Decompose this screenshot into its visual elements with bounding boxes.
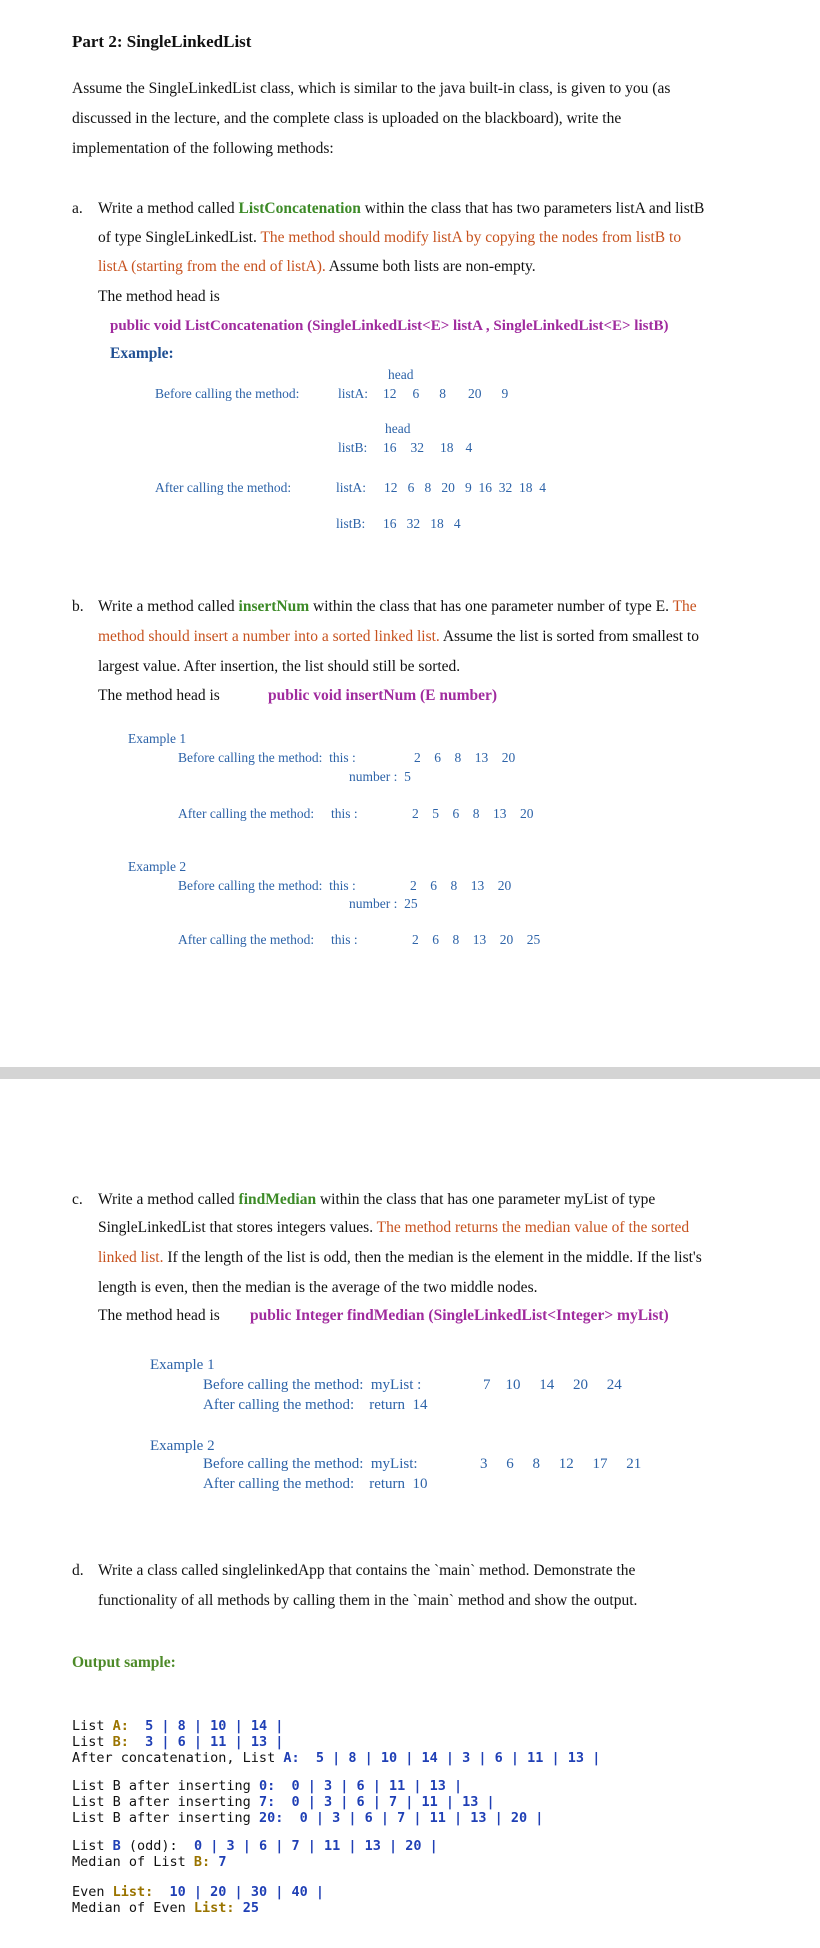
listb-after-values: 16 32 18 4	[383, 516, 461, 531]
page-separator	[0, 1067, 820, 1079]
section-c-text: If the length of the list is odd, then the median is the element in the middle. If the list's	[163, 1249, 702, 1266]
example-1-number: number : 5	[349, 769, 411, 784]
lista-values	[383, 386, 518, 402]
after-label: After calling the method:	[155, 480, 292, 495]
section-b-text: Write a method called	[98, 598, 239, 615]
signature-findmedian: public Integer findMedian (SingleLinkedList<Integer> myList)	[250, 1307, 669, 1324]
section-c-text: SingleLinkedList that stores integers values.	[98, 1219, 377, 1236]
node-value: 8	[439, 386, 446, 401]
output-key: B:	[193, 1854, 211, 1870]
method-name-findmedian: findMedian	[238, 1191, 317, 1208]
section-b-text: within the class that has one parameter number of type E.	[309, 598, 673, 615]
example-2-after-values: 2 6 8 13 20 25	[412, 932, 541, 947]
output-text: Median of Even	[72, 1900, 194, 1916]
section-c-line-1	[98, 1191, 655, 1209]
section-a-highlight: listA (starting from the end of listA).	[98, 258, 326, 275]
section-a-highlight: The method should modify listA by copying the nodes from listB to	[260, 229, 682, 246]
output-text: List B after inserting	[72, 1810, 259, 1826]
output-key: A:	[283, 1750, 300, 1766]
output-values: 25	[234, 1900, 259, 1916]
example-2-label: Example 2	[150, 1438, 215, 1454]
node-value: 4	[465, 440, 473, 455]
section-a-text: Assume both lists are non-empty.	[325, 258, 536, 275]
output-values: 3 | 6 | 11 | 13 |	[128, 1734, 284, 1750]
section-b-marker: b.	[72, 598, 84, 615]
node-value: 6	[412, 386, 420, 401]
output-line	[72, 1734, 283, 1750]
section-b-line-1	[98, 598, 697, 616]
head-pointer-label: head	[385, 421, 411, 436]
node-value: 16	[383, 440, 397, 455]
section-c-text: within the class that has one parameter myList of type	[316, 1191, 656, 1208]
section-a-text: Write a method called	[98, 200, 239, 217]
section-a-line-2	[98, 229, 681, 247]
output-line	[72, 1854, 226, 1870]
output-values: 0 | 3 | 6 | 11 | 13 |	[275, 1778, 463, 1794]
section-c-text: Write a method called	[98, 1191, 239, 1208]
section-d-line-1: Write a class called singlelinkedApp that contains the `main` method. Demonstrate the	[98, 1562, 636, 1579]
node-value: 12	[383, 386, 397, 401]
section-b-line-3: largest value. After insertion, the list should still be sorted.	[98, 658, 461, 675]
section-a-text: within the class that has two parameters listA and listB	[360, 200, 705, 217]
listb-values	[383, 440, 482, 456]
output-text: List B after inserting	[72, 1778, 259, 1794]
section-c-line-2	[98, 1219, 689, 1237]
output-key: 0:	[258, 1778, 276, 1794]
output-key: B:	[112, 1734, 129, 1750]
lista-after-values: 12 6 8 20 9 16 32 18 4	[384, 480, 546, 495]
example-1-label: Example 1	[150, 1357, 215, 1373]
example-1-before: Before calling the method: myList :	[203, 1377, 422, 1393]
output-key: B	[112, 1838, 121, 1854]
output-key: List:	[112, 1884, 154, 1900]
output-text: After concatenation, List	[72, 1750, 284, 1766]
section-b-head-label: The method head is	[98, 687, 220, 704]
output-key: 7:	[258, 1794, 276, 1810]
node-value: 18	[440, 440, 454, 455]
example-1-values: 7 10 14 20 24	[483, 1377, 622, 1393]
example-2-before-values: 2 6 8 13 20	[410, 878, 512, 893]
output-line	[72, 1718, 283, 1734]
output-line	[72, 1838, 438, 1854]
example-1-before-values: 2 6 8 13 20	[414, 750, 516, 765]
section-a-text: of type SingleLinkedList.	[98, 229, 261, 246]
output-sample-label: Output sample:	[72, 1654, 176, 1671]
output-line	[72, 1794, 495, 1810]
section-b-line-2	[98, 628, 699, 646]
example-1-after: After calling the method: return 14	[203, 1397, 428, 1413]
example-2-after: After calling the method: return 10	[203, 1476, 428, 1492]
listb-label: listB:	[338, 440, 368, 455]
example-2-before: Before calling the method: this :	[178, 878, 356, 893]
output-text: List	[72, 1718, 113, 1734]
intro-line-3: implementation of the following methods:	[72, 140, 334, 157]
section-a-marker: a.	[72, 200, 83, 217]
section-c-marker: c.	[72, 1191, 83, 1208]
section-b-text: Assume the list is sorted from smallest to	[439, 628, 699, 645]
example-label: Example:	[110, 345, 174, 362]
output-key: 20:	[258, 1810, 284, 1826]
output-key: List:	[193, 1900, 235, 1916]
lista-label: listA:	[336, 480, 367, 495]
output-text: List	[72, 1838, 113, 1854]
output-values: 0 | 3 | 6 | 7 | 11 | 13 | 20 |	[283, 1810, 544, 1826]
output-line	[72, 1810, 543, 1826]
output-line	[72, 1750, 600, 1766]
section-d-marker: d.	[72, 1562, 84, 1579]
output-values: 5 | 8 | 10 | 14 |	[128, 1718, 284, 1734]
signature-insertnum: public void insertNum (E number)	[268, 687, 498, 704]
intro-line-2: discussed in the lecture, and the complete class is uploaded on the blackboard), write the	[72, 110, 622, 127]
section-c-line-4: length is even, then the median is the average of the two middle nodes.	[98, 1279, 538, 1296]
example-2-number: number : 25	[349, 896, 418, 911]
output-line	[72, 1884, 324, 1900]
signature-listconcatenation: public void ListConcatenation (SingleLinkedList<E> listA , SingleLinkedList<E> listB)	[110, 318, 669, 334]
example-1-before: Before calling the method: this :	[178, 750, 356, 765]
example-1-label: Example 1	[128, 731, 187, 746]
section-b-highlight: The	[672, 598, 697, 615]
section-c-head-label: The method head is	[98, 1307, 220, 1324]
example-2-label: Example 2	[128, 859, 187, 874]
method-name-listconcatenation: ListConcatenation	[238, 200, 361, 217]
output-text: List	[72, 1734, 113, 1750]
output-text: Median of List	[72, 1854, 194, 1870]
output-line	[72, 1900, 259, 1916]
section-d-line-2: functionality of all methods by calling them in the `main` method and show the output.	[98, 1592, 638, 1609]
node-value: 9	[501, 386, 509, 401]
output-key: A:	[112, 1718, 129, 1734]
output-values: 0 | 3 | 6 | 7 | 11 | 13 |	[275, 1794, 495, 1810]
output-values: 5 | 8 | 10 | 14 | 3 | 6 | 11 | 13 |	[299, 1750, 601, 1766]
output-line	[72, 1778, 462, 1794]
head-pointer-label: head	[388, 367, 414, 382]
section-b-highlight: method should insert a number into a sorted linked list.	[98, 628, 440, 645]
output-text: Even	[72, 1884, 113, 1900]
method-name-insertnum: insertNum	[238, 598, 310, 615]
section-a-line-3	[98, 258, 536, 276]
example-2-after: After calling the method: this :	[178, 932, 358, 947]
output-text: (odd):	[120, 1838, 178, 1854]
node-value: 20	[468, 386, 482, 401]
section-c-highlight: linked list.	[98, 1249, 164, 1266]
page-title: Part 2: SingleLinkedList	[72, 32, 252, 51]
section-a-head-label: The method head is	[98, 288, 220, 305]
output-values: 10 | 20 | 30 | 40 |	[153, 1884, 324, 1900]
output-values: 0 | 3 | 6 | 7 | 11 | 13 | 20 |	[177, 1838, 438, 1854]
example-1-after-values: 2 5 6 8 13 20	[412, 806, 534, 821]
section-c-highlight: The method returns the median value of the sorted	[376, 1219, 690, 1236]
output-text: List B after inserting	[72, 1794, 259, 1810]
section-c-line-3	[98, 1249, 702, 1267]
node-value: 32	[410, 440, 424, 455]
lista-label: listA:	[338, 386, 369, 401]
listb-label: listB:	[336, 516, 366, 531]
before-label: Before calling the method:	[155, 386, 300, 401]
intro-line-1: Assume the SingleLinkedList class, which is similar to the java built-in class, is given to you (as	[72, 80, 671, 97]
section-a-line-1	[98, 200, 704, 218]
output-values: 7	[210, 1854, 227, 1870]
example-2-before: Before calling the method: myList:	[203, 1456, 418, 1472]
example-2-values: 3 6 8 12 17 21	[480, 1456, 642, 1472]
example-1-after: After calling the method: this :	[178, 806, 358, 821]
